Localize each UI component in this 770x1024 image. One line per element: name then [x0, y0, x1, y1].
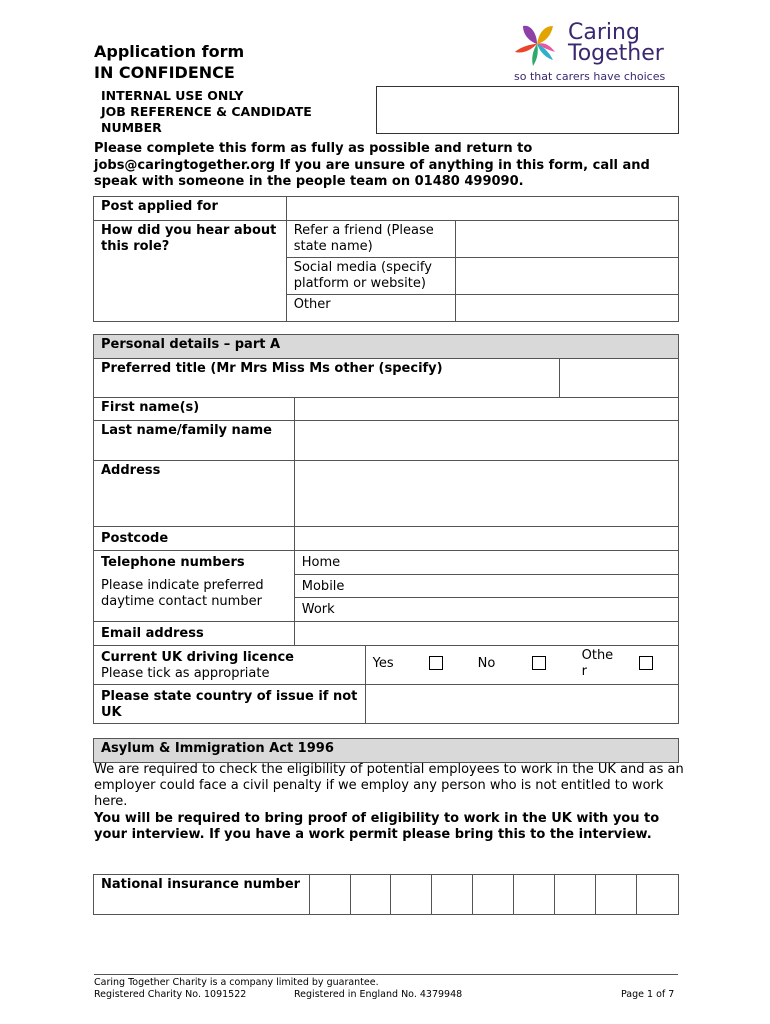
form-title [94, 41, 244, 83]
driving-licence-cell [94, 646, 366, 685]
ni-box[interactable] [309, 875, 350, 915]
last-name-field[interactable] [294, 421, 678, 461]
ni-box[interactable] [555, 875, 596, 915]
ni-box[interactable] [432, 875, 473, 915]
licence-options [365, 646, 678, 685]
address-field[interactable] [294, 461, 678, 527]
mobile-phone-label: Mobile [301, 579, 345, 594]
personal-details-table [93, 334, 679, 724]
licence-no-checkbox[interactable] [532, 656, 546, 670]
asylum-paragraph-2: You will be required to bring proof of eligibility to work in the UK with you to your interview. If you have a work permit please bring this to the interview. [94, 811, 660, 842]
butterfly-icon [513, 20, 573, 70]
ni-box[interactable] [637, 875, 679, 915]
internal-line-3: NUMBER [101, 120, 162, 135]
internal-line-1: INTERNAL USE ONLY [101, 88, 244, 103]
country-issue-field[interactable] [365, 685, 678, 724]
other-option: Other [286, 295, 456, 322]
driving-licence-note: Please tick as appropriate [101, 666, 270, 681]
work-phone-label: Work [301, 602, 335, 617]
national-insurance-table [93, 874, 679, 915]
telephone-note: Please indicate preferred daytime contact number [101, 578, 264, 609]
other-field[interactable] [456, 295, 679, 322]
logo-name-line-1: Caring [568, 20, 640, 45]
licence-other-checkbox[interactable] [639, 656, 653, 670]
post-applied-label: Post applied for [94, 197, 287, 221]
licence-yes-checkbox[interactable] [429, 656, 443, 670]
last-name-label: Last name/family name [94, 421, 295, 461]
ni-box[interactable] [350, 875, 391, 915]
asylum-heading: Asylum & Immigration Act 1996 [94, 739, 679, 763]
email-label: Email address [94, 622, 295, 646]
internal-line-2: JOB REFERENCE & CANDIDATE [101, 104, 312, 119]
asylum-paragraph-1: We are required to check the eligibility of potential employees to work in the UK and as an employer could face a civil penalty if we employ any person who is not entitled to work here. [94, 762, 684, 809]
intro-text: Please complete this form as fully as possible and return to jobs@caringtogether.org If you are unsure of anything in this form, call and speak with someone in the people team on 01480 499090. [94, 141, 650, 189]
refer-friend-field[interactable] [456, 221, 679, 258]
title-line-2: IN CONFIDENCE [94, 63, 235, 82]
telephone-label: Telephone numbers [101, 555, 245, 570]
postcode-label: Postcode [94, 527, 295, 551]
mobile-phone-field[interactable] [294, 575, 678, 598]
country-issue-label: Please state country of issue if not UK [94, 685, 366, 724]
home-phone-field[interactable] [294, 551, 678, 575]
telephone-cell [94, 551, 295, 622]
logo-name-line-2: Together [568, 41, 664, 66]
preferred-title-field[interactable] [560, 359, 679, 398]
hear-about-label: How did you hear about this role? [94, 221, 287, 322]
home-phone-label: Home [301, 555, 341, 570]
licence-other-label: Othe r [581, 648, 614, 679]
internal-use-label [101, 88, 371, 136]
first-name-label: First name(s) [94, 398, 295, 421]
national-insurance-label: National insurance number [94, 875, 310, 915]
email-field[interactable] [294, 622, 678, 646]
footer-page-number: Page 1 of 7 [621, 989, 675, 1000]
ni-box[interactable] [473, 875, 514, 915]
driving-licence-label: Current UK driving licence [101, 650, 294, 665]
logo-name [568, 22, 664, 64]
footer-divider [94, 974, 678, 975]
title-line-1: Application form [94, 42, 245, 61]
ni-box[interactable] [514, 875, 555, 915]
footer-charity-number: Registered Charity No. 1091522 [94, 989, 247, 1000]
social-media-field[interactable] [456, 258, 679, 295]
logo-tagline: so that carers have choices [514, 70, 666, 83]
licence-yes-label: Yes [372, 656, 394, 671]
address-label: Address [94, 461, 295, 527]
job-reference-field[interactable] [376, 86, 679, 134]
ni-box[interactable] [391, 875, 432, 915]
footer-company: Caring Together Charity is a company limited by guarantee. [94, 977, 379, 988]
social-media-option: Social media (specify platform or website) [286, 258, 456, 295]
ni-box[interactable] [596, 875, 637, 915]
preferred-title-label: Preferred title (Mr Mrs Miss Ms other (specify) [94, 359, 560, 398]
personal-details-heading: Personal details – part A [94, 335, 679, 359]
post-applied-field[interactable] [286, 197, 678, 221]
post-applied-table [93, 196, 679, 322]
licence-no-label: No [477, 656, 496, 671]
footer-england-number: Registered in England No. 4379948 [294, 989, 463, 1000]
first-name-field[interactable] [294, 398, 678, 421]
refer-friend-option: Refer a friend (Please state name) [286, 221, 456, 258]
postcode-field[interactable] [294, 527, 678, 551]
asylum-table [93, 738, 679, 763]
work-phone-field[interactable] [294, 598, 678, 622]
